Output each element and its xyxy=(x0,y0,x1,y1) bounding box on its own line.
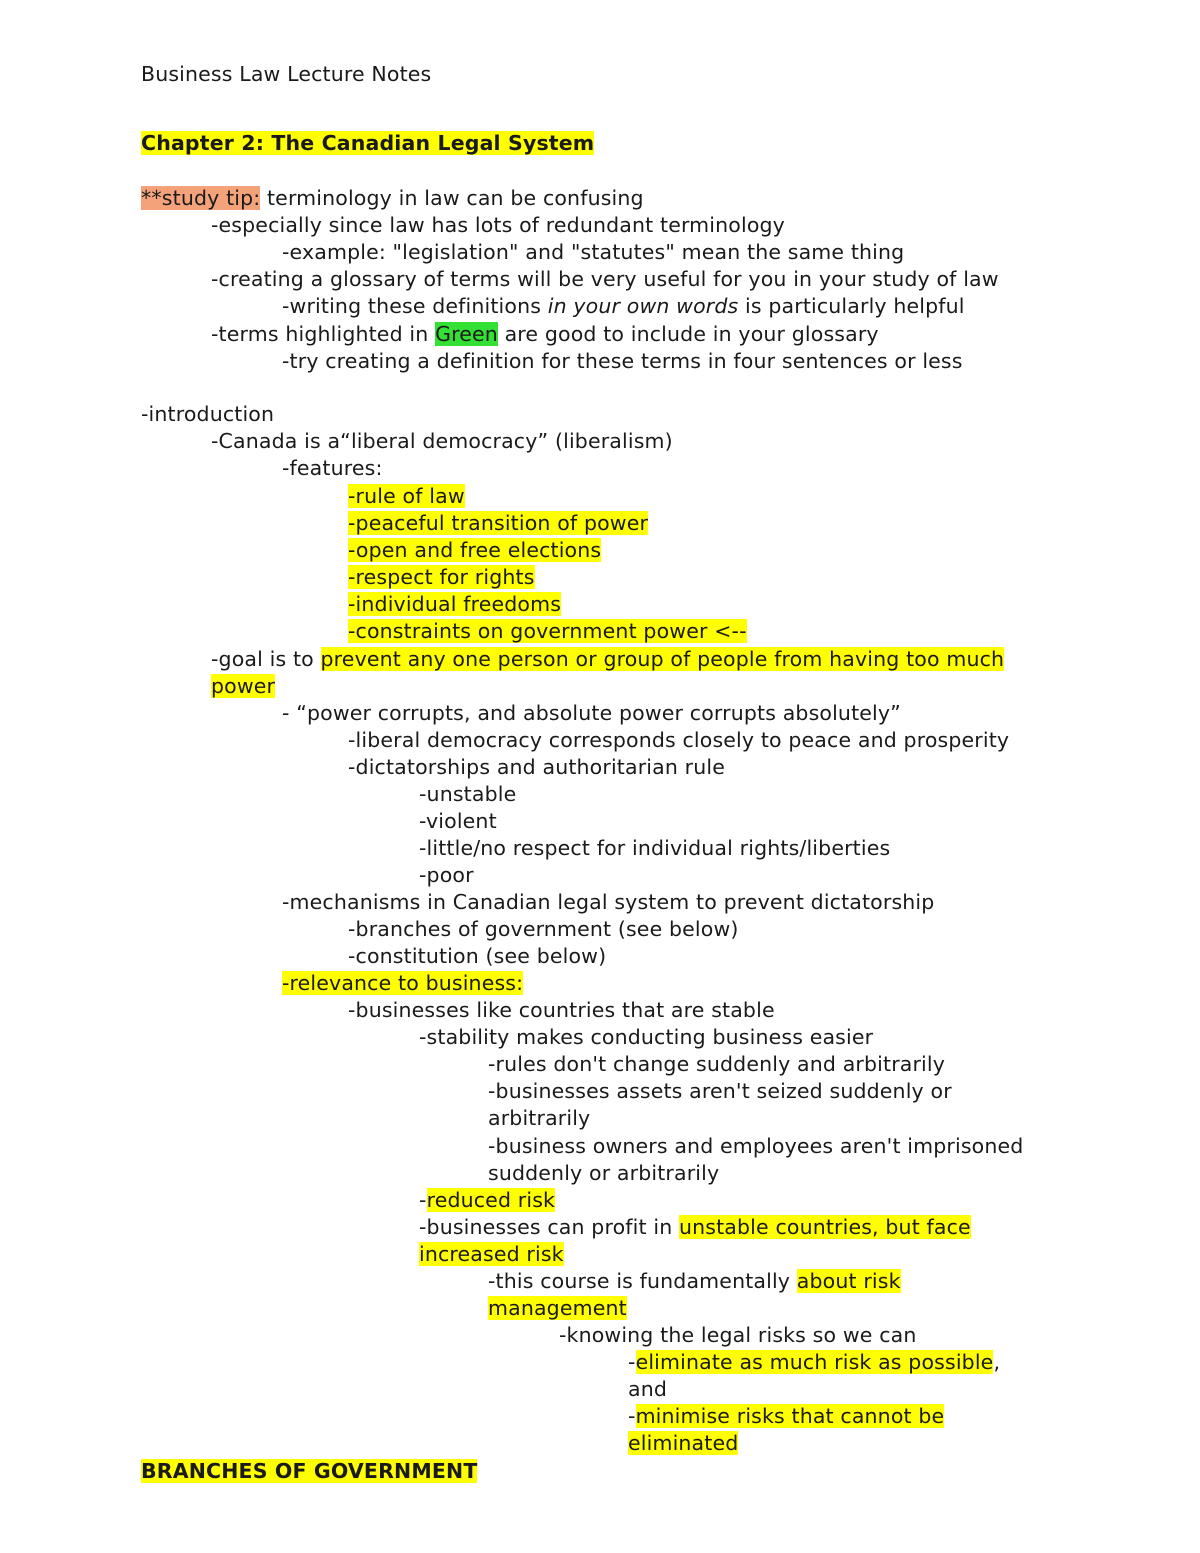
note-peace: -liberal democracy corresponds closely to peace and prosperity xyxy=(348,728,1010,752)
eliminate-highlight: eliminate as much risk as possible xyxy=(635,1350,994,1374)
profit-highlight: unstable countries, but face xyxy=(679,1215,971,1239)
document-header: Business Law Lecture Notes xyxy=(141,62,432,86)
note-course-cont xyxy=(488,1295,627,1322)
course-highlight: about risk xyxy=(796,1269,901,1293)
note-relevance xyxy=(282,970,523,997)
own-words-pre: -writing these definitions xyxy=(282,294,548,318)
dict-item: -poor xyxy=(419,863,474,887)
eliminate-dash: - xyxy=(628,1350,636,1374)
feature-text: -constraints on government power <-- xyxy=(348,619,747,643)
note-dictatorships: -dictatorships and authoritarian rule xyxy=(348,755,725,779)
note-constitution: -constitution (see below) xyxy=(348,944,607,968)
note-green-terms xyxy=(211,321,879,348)
note-assets: -businesses assets aren't seized suddenly or xyxy=(488,1079,952,1103)
note-example: -example: "legislation" and "statutes" mean the same thing xyxy=(282,240,905,264)
study-tip-text: terminology in law can be confusing xyxy=(260,186,644,210)
note-stability: -stability makes conducting business easier xyxy=(419,1025,874,1049)
course-highlight-cont: management xyxy=(488,1296,627,1320)
note-features: -features: xyxy=(282,456,383,480)
feature-item xyxy=(348,483,465,510)
note-minimise xyxy=(628,1403,944,1430)
section-introduction: -introduction xyxy=(141,402,275,426)
green-highlight-word: Green xyxy=(435,322,498,346)
chapter-heading-text: Chapter 2: The Canadian Legal System xyxy=(141,131,595,155)
feature-text: -open and free elections xyxy=(348,538,602,562)
note-goal xyxy=(211,646,1004,673)
green-terms-pre: -terms highlighted in xyxy=(211,322,436,346)
note-knowing: -knowing the legal risks so we can xyxy=(559,1323,917,1347)
eliminate-post: , xyxy=(993,1350,1001,1374)
feature-item xyxy=(348,564,535,591)
feature-text: -respect for rights xyxy=(348,565,535,589)
course-pre: -this course is fundamentally xyxy=(488,1269,797,1293)
feature-text: -individual freedoms xyxy=(348,592,562,616)
branches-heading-text: BRANCHES OF GOVERNMENT xyxy=(141,1459,478,1483)
section-heading-branches xyxy=(141,1458,477,1485)
note-eliminate xyxy=(628,1349,1000,1376)
note-stable: -businesses like countries that are stable xyxy=(348,998,775,1022)
note-profit-cont xyxy=(419,1241,564,1268)
dict-item: -violent xyxy=(419,809,497,833)
feature-text: -rule of law xyxy=(348,484,465,508)
note-minimise-cont xyxy=(628,1430,738,1457)
profit-highlight-cont: increased risk xyxy=(419,1242,564,1266)
note-rules: -rules don't change suddenly and arbitrarily xyxy=(488,1052,946,1076)
note-owners: -business owners and employees aren't imprisoned xyxy=(488,1134,1024,1158)
note-assets-cont: arbitrarily xyxy=(488,1106,591,1130)
reduced-dash: - xyxy=(419,1188,427,1212)
study-tip-label: **study tip: xyxy=(141,186,261,210)
goal-pre: -goal is to xyxy=(211,647,321,671)
own-words-emphasis: in your own words xyxy=(547,294,739,318)
note-canada: -Canada is a“liberal democracy” (liberalism) xyxy=(211,429,673,453)
own-words-post: is particularly helpful xyxy=(738,294,965,318)
feature-text: -peaceful transition of power xyxy=(348,511,649,535)
dict-item: -unstable xyxy=(419,782,517,806)
minimise-highlight-cont: eliminated xyxy=(628,1431,739,1455)
chapter-heading xyxy=(141,130,594,157)
goal-highlight: prevent any one person or group of people from having too much xyxy=(320,647,1005,671)
note-goal-cont xyxy=(211,673,275,700)
note-own-words xyxy=(282,293,965,320)
note-four-sentences: -try creating a definition for these terms in four sentences or less xyxy=(282,349,963,373)
dict-item: -little/no respect for individual rights/liberties xyxy=(419,836,891,860)
feature-item xyxy=(348,510,648,537)
note-course xyxy=(488,1268,901,1295)
minimise-highlight: minimise risks that cannot be xyxy=(635,1404,945,1428)
profit-pre: -businesses can profit in xyxy=(419,1215,679,1239)
note-branches: -branches of government (see below) xyxy=(348,917,739,941)
green-terms-post: are good to include in your glossary xyxy=(497,322,879,346)
note-mechanisms: -mechanisms in Canadian legal system to prevent dictatorship xyxy=(282,890,935,914)
minimise-dash: - xyxy=(628,1404,636,1428)
reduced-highlight: reduced risk xyxy=(426,1188,556,1212)
note-reduced-risk xyxy=(419,1187,555,1214)
feature-item xyxy=(348,537,601,564)
note-glossary: -creating a glossary of terms will be very useful for you in your study of law xyxy=(211,267,999,291)
note-redundant: -especially since law has lots of redundant terminology xyxy=(211,213,785,237)
note-and: and xyxy=(628,1377,668,1401)
feature-item xyxy=(348,591,561,618)
feature-item xyxy=(348,618,747,645)
study-tip-line xyxy=(141,185,644,212)
note-quote: - “power corrupts, and absolute power corrupts absolutely” xyxy=(282,701,901,725)
note-owners-cont: suddenly or arbitrarily xyxy=(488,1161,720,1185)
note-profit xyxy=(419,1214,971,1241)
goal-highlight-cont: power xyxy=(211,674,276,698)
relevance-highlight: -relevance to business: xyxy=(282,971,524,995)
